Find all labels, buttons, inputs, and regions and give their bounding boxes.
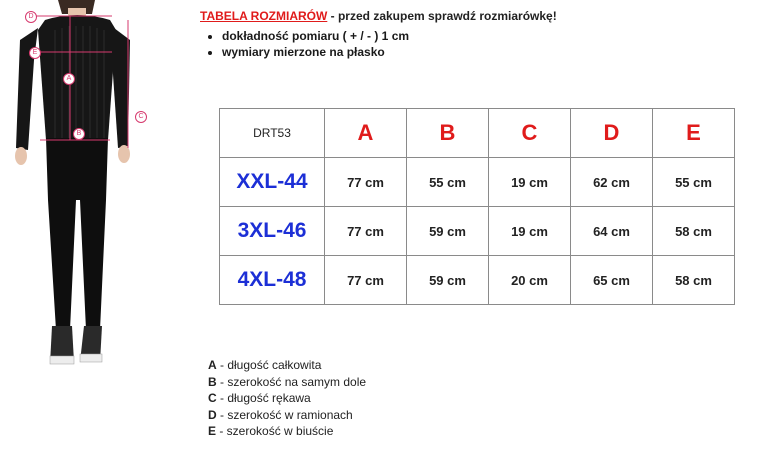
table-cell: 19 cm <box>489 158 571 207</box>
table-row <box>220 256 735 305</box>
table-cell: 20 cm <box>489 256 571 305</box>
page-subtitle: - przed zakupem sprawdź rozmiarówkę! <box>327 9 557 23</box>
table-cell: 59 cm <box>407 207 489 256</box>
table-row <box>220 207 735 256</box>
size-label: XXL-44 <box>220 158 325 207</box>
note-item: • dokładność pomiaru ( + / - ) 1 cm <box>222 28 557 44</box>
table-cell: 77 cm <box>325 256 407 305</box>
page-title: TABELA ROZMIARÓW <box>200 9 328 23</box>
legend-text: - szerokość w biuście <box>216 424 334 439</box>
marker-c-icon: C <box>135 111 147 123</box>
column-header-e: E <box>653 109 735 158</box>
column-header-b: B <box>407 109 489 158</box>
header-line <box>200 8 557 24</box>
legend-letter: C <box>208 391 217 406</box>
legend-item <box>208 357 366 374</box>
legend-text: - długość rękawa <box>216 391 311 406</box>
marker-e-icon: E <box>29 47 41 59</box>
marker-b-icon: B <box>73 128 85 140</box>
header-notes <box>200 8 557 60</box>
legend-item <box>208 374 366 391</box>
legend-text: - szerokość na samym dole <box>216 374 367 389</box>
size-table <box>219 108 735 305</box>
legend-item <box>208 390 366 407</box>
table-cell: 77 cm <box>325 158 407 207</box>
table-cell: 58 cm <box>653 207 735 256</box>
model-illustration <box>0 0 160 380</box>
column-header-a: A <box>325 109 407 158</box>
legend-letter: E <box>208 424 217 439</box>
size-label: 3XL-46 <box>220 207 325 256</box>
table-cell: 55 cm <box>407 158 489 207</box>
table-row <box>220 158 735 207</box>
table-cell: 55 cm <box>653 158 735 207</box>
legend-letter: A <box>208 358 217 372</box>
product-code: DRT53 <box>220 109 325 158</box>
legend-item <box>208 407 366 424</box>
legend-item <box>208 423 366 440</box>
size-label: 4XL-48 <box>220 256 325 305</box>
table-cell: 65 cm <box>571 256 653 305</box>
notes-list <box>200 28 557 60</box>
table-cell: 19 cm <box>489 207 571 256</box>
table-cell: 58 cm <box>653 256 735 305</box>
legend-letter: D <box>208 407 217 422</box>
marker-a-icon: A <box>63 73 75 85</box>
legend-text: - szerokość w ramionach <box>216 407 353 422</box>
legend-text: - długość całkowita <box>216 358 322 372</box>
table-cell: 62 cm <box>571 158 653 207</box>
legend-letter: B <box>208 374 217 389</box>
table-header-row <box>220 109 735 158</box>
column-header-d: D <box>571 109 653 158</box>
table-cell: 59 cm <box>407 256 489 305</box>
table-cell: 77 cm <box>325 207 407 256</box>
measurement-legend <box>208 357 366 440</box>
marker-d-icon: D <box>25 11 37 23</box>
table-cell: 64 cm <box>571 207 653 256</box>
model-figure <box>0 0 160 380</box>
note-item: • wymiary mierzone na płasko <box>222 44 557 60</box>
column-header-c: C <box>489 109 571 158</box>
